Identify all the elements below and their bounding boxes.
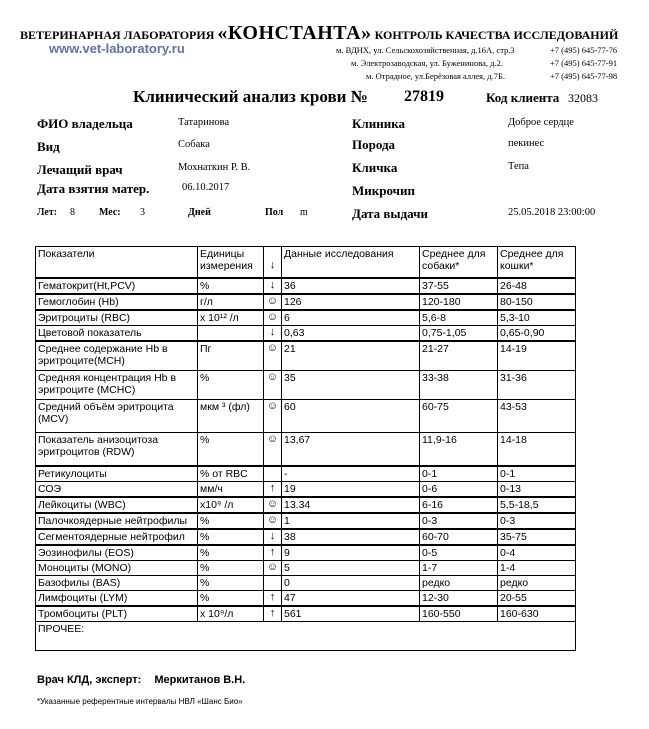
- indicator-name: Базофилы (BAS): [36, 576, 198, 591]
- dog-range: 37-55: [420, 278, 498, 294]
- result-value: 13.34: [282, 497, 420, 513]
- unit: x10⁹ /л: [198, 497, 264, 513]
- indicator-name: Среднее содержание Hb в эритроците(MCH): [36, 341, 198, 371]
- flag-icon: ☺: [264, 294, 282, 310]
- dog-range: 0-5: [420, 545, 498, 561]
- result-value: 36: [282, 278, 420, 294]
- unit: г/л: [198, 294, 264, 310]
- table-header-row: [36, 247, 576, 279]
- cat-range: 0,65-0,90: [498, 326, 576, 342]
- cat-range: 20-55: [498, 591, 576, 607]
- other-row: [36, 622, 576, 651]
- unit: %: [198, 561, 264, 576]
- table-row: [36, 400, 576, 433]
- unit: мкм ³ (фл): [198, 400, 264, 433]
- lab-prefix: ВЕТЕРИНАРНАЯ ЛАБОРАТОРИЯ: [20, 28, 215, 42]
- dog-range: 33-38: [420, 371, 498, 400]
- other-label: ПРОЧЕЕ:: [36, 622, 576, 651]
- dog-range: 0-1: [420, 466, 498, 482]
- result-value: 38: [282, 529, 420, 545]
- indicator-name: Лимфоциты (LYM): [36, 591, 198, 607]
- owner-label: ФИО владельца: [37, 116, 133, 131]
- species-value: Собака: [178, 139, 210, 150]
- cat-range: 26-48: [498, 278, 576, 294]
- unit: %: [198, 576, 264, 591]
- indicator-name: Сегментоядерные нейтрофил: [36, 529, 198, 545]
- cat-range: 5,5-18,5: [498, 497, 576, 513]
- dog-range: редко: [420, 576, 498, 591]
- indicator-name: Тромбоциты (PLT): [36, 606, 198, 622]
- results-table: [35, 246, 576, 651]
- flag-icon: [264, 576, 282, 591]
- table-row: [36, 529, 576, 545]
- table-row: [36, 497, 576, 513]
- owner-value: Татаринова: [178, 117, 230, 128]
- flag-icon: ↑: [264, 591, 282, 607]
- client-code-value: 32083: [568, 91, 598, 105]
- breed-value: пекинес: [508, 138, 545, 149]
- indicator-name: Гематокрит(Ht,PCV): [36, 278, 198, 294]
- flag-icon: ☺: [264, 400, 282, 433]
- result-value: 60: [282, 400, 420, 433]
- cat-range: 31-36: [498, 371, 576, 400]
- age-years-value: 8: [70, 207, 75, 218]
- unit: %: [198, 513, 264, 529]
- indicator-name: Средний объём эритроцита (MCV): [36, 400, 198, 433]
- result-value: 0,63: [282, 326, 420, 342]
- unit: x 10⁹/л: [198, 606, 264, 622]
- header-flag-down-icon: ↓: [264, 247, 282, 279]
- dog-range: 5,6-8: [420, 310, 498, 326]
- result-value: 126: [282, 294, 420, 310]
- cat-range: редко: [498, 576, 576, 591]
- pet-name-value: Тепа: [508, 161, 529, 172]
- flag-icon: ↑: [264, 606, 282, 622]
- result-value: -: [282, 466, 420, 482]
- cat-range: 14-19: [498, 341, 576, 371]
- header-units: Единицы измерения: [198, 247, 264, 279]
- flag-icon: ↑: [264, 482, 282, 498]
- unit: % от RBC: [198, 466, 264, 482]
- cat-range: 0-4: [498, 545, 576, 561]
- flag-icon: ☺: [264, 433, 282, 467]
- dog-range: 12-30: [420, 591, 498, 607]
- table-row: [36, 545, 576, 561]
- indicator-name: Эозинофилы (EOS): [36, 545, 198, 561]
- flag-icon: ☺: [264, 561, 282, 576]
- dog-range: 6-16: [420, 497, 498, 513]
- cat-range: 160-630: [498, 606, 576, 622]
- table-row: [36, 606, 576, 622]
- age-months-value: 3: [140, 207, 145, 218]
- doctor-label: Врач КЛД, эксперт:: [37, 674, 142, 686]
- phone-3: +7 (495) 645-77-98: [550, 71, 618, 81]
- table-row: [36, 576, 576, 591]
- table-row: [36, 310, 576, 326]
- cat-range: 43-53: [498, 400, 576, 433]
- issue-date-label: Дата выдачи: [352, 206, 428, 221]
- dog-range: 60-75: [420, 400, 498, 433]
- result-value: 0: [282, 576, 420, 591]
- dog-range: 11,9-16: [420, 433, 498, 467]
- indicator-name: Палочкоядерные нейтрофилы: [36, 513, 198, 529]
- indicator-name: Моноциты (MONO): [36, 561, 198, 576]
- dog-range: 1-7: [420, 561, 498, 576]
- website-link[interactable]: www.vet-laboratory.ru: [49, 41, 185, 56]
- unit: %: [198, 433, 264, 467]
- lab-suffix: КОНТРОЛЬ КАЧЕСТВА ИССЛЕДОВАНИЙ: [374, 28, 619, 42]
- phone-1: +7 (495) 645-77-76: [550, 45, 618, 55]
- result-value: 19: [282, 482, 420, 498]
- indicator-name: Лейкоциты (WBC): [36, 497, 198, 513]
- dog-range: 60-70: [420, 529, 498, 545]
- result-value: 6: [282, 310, 420, 326]
- table-row: [36, 371, 576, 400]
- flag-icon: ☺: [264, 371, 282, 400]
- unit: %: [198, 529, 264, 545]
- result-value: 35: [282, 371, 420, 400]
- unit: Пг: [198, 341, 264, 371]
- unit: [198, 326, 264, 342]
- unit: %: [198, 371, 264, 400]
- cat-range: 0-1: [498, 466, 576, 482]
- header-dog: Среднее для собаки*: [420, 247, 498, 279]
- result-value: 13,67: [282, 433, 420, 467]
- indicator-name: СОЭ: [36, 482, 198, 498]
- phone-2: +7 (495) 645-77-91: [550, 58, 618, 68]
- result-value: 561: [282, 606, 420, 622]
- age-days-label: Дней: [188, 207, 211, 218]
- flag-icon: ↓: [264, 529, 282, 545]
- table-row: [36, 466, 576, 482]
- address-3: м. Отрадное, ул.Берёзовая аллея, д.7Б.: [366, 71, 506, 81]
- clinic-value: Доброе сердце: [508, 117, 574, 128]
- vet-label: Лечащий врач: [37, 162, 123, 177]
- cat-range: 1-4: [498, 561, 576, 576]
- flag-icon: ☺: [264, 310, 282, 326]
- age-years-label: Лет:: [37, 207, 58, 218]
- table-row: [36, 294, 576, 310]
- sample-date-label: Дата взятия матер.: [37, 181, 150, 196]
- indicator-name: Ретикулоциты: [36, 466, 198, 482]
- sample-date-value: 06.10.2017: [182, 182, 230, 193]
- breed-label: Порода: [352, 137, 396, 152]
- header-result: Данные исследования: [282, 247, 420, 279]
- table-row: [36, 433, 576, 467]
- indicator-name: Гемоглобин (Hb): [36, 294, 198, 310]
- address-1: м. ВДНХ, ул. Сельскохозяйственная, д.16А, стр.3: [336, 45, 515, 55]
- indicator-name: Цветовой показатель: [36, 326, 198, 342]
- table-row: [36, 513, 576, 529]
- reference-note: *Указанные референтные интервалы НВЛ «Шанс Био»: [37, 697, 243, 706]
- doctor-name: Меркитанов В.Н.: [154, 674, 246, 686]
- unit: %: [198, 278, 264, 294]
- result-value: 21: [282, 341, 420, 371]
- dog-range: 0-3: [420, 513, 498, 529]
- table-row: [36, 341, 576, 371]
- issue-date-value: 25.05.2018 23:00:00: [508, 207, 596, 218]
- chip-label: Микрочип: [352, 183, 415, 198]
- report-number: 27819: [404, 88, 444, 105]
- unit: %: [198, 545, 264, 561]
- species-label: Вид: [37, 139, 60, 154]
- cat-range: 14-18: [498, 433, 576, 467]
- age-months-label: Мес:: [99, 207, 121, 218]
- pet-name-label: Кличка: [352, 160, 398, 175]
- doctor-signature: [37, 674, 245, 686]
- flag-icon: ☺: [264, 513, 282, 529]
- flag-icon: ↑: [264, 545, 282, 561]
- dog-range: 0-6: [420, 482, 498, 498]
- flag-icon: ↓: [264, 278, 282, 294]
- lab-name: «КОНСТАНТА»: [217, 22, 372, 44]
- report-title: Клинический анализ крови №: [133, 87, 368, 106]
- results-table-body: [36, 247, 576, 651]
- cat-range: 80-150: [498, 294, 576, 310]
- table-row: [36, 326, 576, 342]
- table-row: [36, 278, 576, 294]
- table-row: [36, 561, 576, 576]
- flag-icon: ☺: [264, 497, 282, 513]
- cat-range: 5,3-10: [498, 310, 576, 326]
- header-cat: Среднее для кошки*: [498, 247, 576, 279]
- sex-value: m: [300, 207, 308, 218]
- header-indicator: Показатели: [36, 247, 198, 279]
- table-row: [36, 482, 576, 498]
- sex-label: Пол: [265, 207, 284, 218]
- unit: %: [198, 591, 264, 607]
- indicator-name: Показатель анизоцитоза эритроцитов (RDW): [36, 433, 198, 467]
- flag-icon: ↓: [264, 326, 282, 342]
- flag-icon: [264, 466, 282, 482]
- client-code-label: Код клиента: [486, 90, 560, 105]
- dog-range: 21-27: [420, 341, 498, 371]
- unit: мм/ч: [198, 482, 264, 498]
- flag-icon: ☺: [264, 341, 282, 371]
- cat-range: 35-75: [498, 529, 576, 545]
- table-row: [36, 591, 576, 607]
- vet-value: Мохнаткин Р. В.: [178, 162, 251, 173]
- dog-range: 0,75-1,05: [420, 326, 498, 342]
- indicator-name: Эритроциты (RBC): [36, 310, 198, 326]
- result-value: 1: [282, 513, 420, 529]
- cat-range: 0-3: [498, 513, 576, 529]
- result-value: 9: [282, 545, 420, 561]
- dog-range: 120-180: [420, 294, 498, 310]
- clinic-label: Клиника: [352, 116, 405, 131]
- cat-range: 0-13: [498, 482, 576, 498]
- address-2: м. Электрозаводская, ул. Буженинова, д.2.: [351, 58, 503, 68]
- dog-range: 160-550: [420, 606, 498, 622]
- result-value: 47: [282, 591, 420, 607]
- indicator-name: Средняя концентрация Hb в эритроците (MCHC): [36, 371, 198, 400]
- result-value: 5: [282, 561, 420, 576]
- unit: x 10¹² /л: [198, 310, 264, 326]
